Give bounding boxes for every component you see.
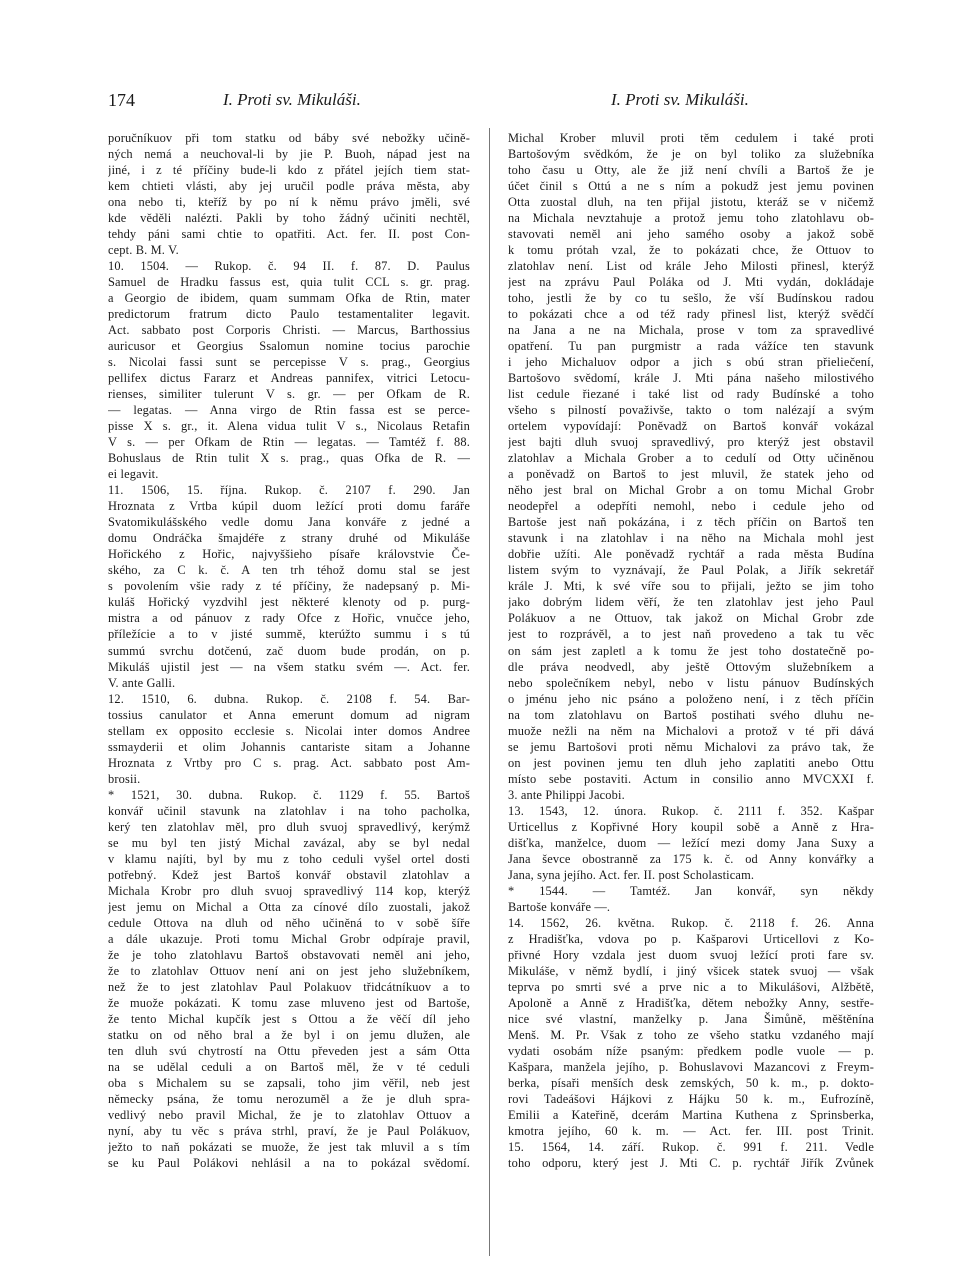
text-line: toho, jestli že by co tu sešlo, že vší Budínskou radou (508, 291, 874, 306)
text-column-right (508, 130, 874, 1171)
text-line: dišťka, manželce, duom — ležící mezi domy Jana Suxy a (508, 835, 874, 850)
text-line: zlatohlav a Michala Grober a to cedulí od Otty učiněnou (508, 451, 874, 466)
column-divider (489, 128, 490, 1256)
text-line: jest bajti dluh svuoj spravedlivý, pro kterýž jest obstavil (508, 435, 874, 450)
text-line: vydati osobám níže psaným: předkem podle vuole — p. (508, 1043, 874, 1058)
text-line: příležície a to v jisté summě, kterúžto summu i s tú (108, 627, 470, 642)
text-line: kerý ten zlatohlav měl, pro dluh svuoj spravedlivý, kerýmž (108, 819, 470, 834)
text-line: — legatas. — Anna virgo de Rtin fassa est se perce- (108, 403, 470, 418)
text-line: i jeho Michaluov odpor a jich s obú stran přieliečení, (508, 355, 874, 370)
text-line: Apoloně a Anně z Hradišťka, dětem nebožky Anny, sestře- (508, 995, 874, 1010)
text-line: z Hradišťka, vdova po p. Kašparovi Urticellovi z Ko- (508, 931, 874, 946)
text-line: německy psána, že tomu nerozuměl a že je dluh spra- (108, 1091, 470, 1106)
text-line: Bartoše konváře —. (508, 899, 611, 914)
text-line: Otta zuostal dluh, na ten přijal jistotu, kteráž se v ničemž (508, 195, 874, 210)
page-number: 174 (108, 90, 135, 110)
text-line: Kašpara, manžela jejího, p. Bohuslavovi Mazancovi z Freym- (508, 1059, 874, 1074)
text-line: krále J. Mti, k své víře sou to přijali, ježto se jim toho (508, 579, 874, 594)
text-line: stellam ex opposito ecclesie s. Nicolai inter domos Andree (108, 723, 470, 738)
text-line: potřebný. Kdež jest Bartoš konvář obstavil zlatohlav a (108, 867, 470, 882)
text-line: pisse X s. gr., it. Alena vidua tulit V s., Nicolaus Retafin (108, 419, 470, 434)
text-line: ssmayderii et olim Johannis cantariste sitam a Johanne (108, 739, 470, 754)
text-line: Michal Krober mluvil proti těm cedulem i také proti (508, 131, 874, 145)
text-line: a Georgio de ibidem, quam summam Ofka de Rtin, mater (108, 291, 470, 306)
text-line: 12. 1510, 6. dubna. Rukop. č. 2108 f. 54. Bar- (108, 691, 470, 706)
text-line: Hroznata z Vrtby pro C s. prag. Act. sabbato post Am- (108, 755, 470, 770)
text-line: domu Ondráčka šmajdéře z strany druhé od Mikuláše (108, 531, 470, 546)
text-line: konvář učinil stavunk na zlatohlav i na toho pacholka, (108, 803, 470, 818)
text-line: * 1521, 30. dubna. Rukop. č. 1129 f. 55. Bartoš (108, 787, 470, 802)
text-line: ných nemá a neuchoval-li by jie P. Buoh, nápad jest na (108, 147, 470, 162)
text-line: že to zlatohlav Ottuov není ani on jest jeho služebníkem, (108, 963, 470, 978)
text-line: tossius canulator et Anna emerunt domum ad nigram (108, 707, 470, 722)
text-line: vedlivý nebo pravil Michal, že je to zlatohlav Ottuov a (108, 1107, 470, 1122)
text-line: summú svrchu dotčenú, zač duom bude prodán, on p. (108, 643, 470, 658)
text-line: Bartošovým svědkóm, že je on byl toliko za služebníka (508, 147, 874, 162)
text-line: ten dluh svú chytrostí na Ottu převeden jest a sám Otta (108, 1043, 470, 1058)
text-line: oba s Michalem su se zapsali, toho jim věřil, neb jest (108, 1075, 470, 1090)
text-line: přivné Hory vzdala jest duom svuoj ležící proti fare sv. (508, 947, 874, 962)
text-line: a poněvadž on Bartoš to jest mluvil, že statek jeho od (508, 467, 874, 482)
text-line: se mu byl ten jistý Michal zavázal, aby se byl nedal (108, 835, 470, 850)
text-line: Bartoše jest naň pokázána, i z těch příčin on Bartoš ten (508, 515, 874, 530)
text-line: 13. 1543, 12. února. Rukop. č. 2111 f. 352. Kašpar (508, 803, 874, 818)
text-line: kuláš Hořický vyzdvihl jest některé klenoty od p. purg- (108, 595, 470, 610)
text-line: predictorum fratrum dicto Paulo testamentaliter legavit. (108, 307, 470, 322)
text-line: Polákuov a ne Ottuov, tak jakož on Michal Grobr zde (508, 611, 874, 626)
text-line: nebo společníkem nebyl, nebo v listu pánuov Budínských (508, 675, 874, 690)
text-line: 15. 1564, 14. září. Rukop. č. 991 f. 211. Vedle (508, 1139, 874, 1154)
text-line: Urticellus z Kopřivné Hory koupil sobě a Anně z Hra- (508, 819, 874, 834)
text-line: na Jana a ne na Michala, prose v tom za spravedlivé (508, 323, 874, 338)
text-line: berka, písaři menších desk zemských, 50 k. m., p. dokto- (508, 1075, 874, 1090)
text-line: se jemu Bartošovi proti němu Michalovi za právo tak, že (508, 739, 874, 754)
text-line: Jana ševce obostranně za 175 k. č. od Anny konvářky a (508, 851, 874, 866)
text-line: teprva po smrti své a prve nic a to Mikulášovi, Alžbětě, (508, 979, 874, 994)
text-line: 14. 1562, 26. května. Rukop. č. 2118 f. 26. Anna (508, 915, 874, 930)
text-line: stavovati neměl ani jeho samého osoby a jakož sobě (508, 227, 874, 242)
text-line: ei legavit. (108, 467, 159, 482)
text-line: s povolením všie rady z té příčiny, že nadepsaný p. Mi- (108, 579, 470, 594)
text-line: Mikuláš ujistil jest — na všem statku svém —. Act. fer. (108, 659, 470, 674)
text-line: k tomu prótah vzal, že to pokázati chce, že Ottuov to (508, 243, 874, 258)
text-line: nyní, aby tu věc s práva strhl, praví, že je Paul Polákuov, (108, 1123, 470, 1138)
text-line: Hořického z Hořic, najvyššieho písaře královstvie Če- (108, 547, 470, 562)
text-line: 11. 1506, 15. října. Rukop. č. 2107 f. 290. Jan (108, 483, 470, 498)
text-line: toho času u Otty, ale že již není chvíli a Bartoš že je (508, 163, 874, 178)
text-line: Act. sabbato post Corporis Christi. — Marcus, Barthossius (108, 323, 470, 338)
text-line: o jménu jeho nic psáno a položeno není, i z těch příčin (508, 691, 874, 706)
text-line: opatření. Tu pan purgmistr a rada vážíce ten stavunk (508, 339, 874, 354)
text-line: jest na zprávu Paul Poláka od J. Mti vydán, dokládaje (508, 275, 874, 290)
text-line: muože nežli na něm na Michalovi a protož v té při dává (508, 723, 874, 738)
text-line: dle práva neodvedl, aby ještě Ottovým služebníkem a (508, 659, 874, 674)
running-title-left: I. Proti sv. Mikuláši. (223, 90, 361, 109)
text-line: cept. B. M. V. (108, 243, 179, 258)
text-line: Bohuslaus de Rtin tulit X s. prag., quas Ofka de R. — (108, 451, 470, 466)
text-line: V. ante Galli. (108, 675, 176, 690)
text-line: kmotra jejího, 60 k. m. — Act. fer. III. post Trinit. (508, 1123, 874, 1138)
text-line: místo sebe postaviti. Actum in consilio anno MVCXXI f. (508, 771, 874, 786)
text-line: jiné, i z té příčiny bude-li kdo z přátel jejích tiem stat- (108, 163, 470, 178)
text-line: statku on od něho bral a že byl i on jemu dlužen, ale (108, 1027, 470, 1042)
text-line: * 1544. — Tamtéž. Jan konvář, syn někdy (508, 883, 874, 898)
text-line: že je toho zlatohlavu Bartoš obstavovati neměl ani jeho, (108, 947, 470, 962)
page-header (108, 90, 854, 114)
text-line: brosii. (108, 771, 141, 786)
text-line: toho odporu, který jest J. Mti C. p. rychtář Jiřík Zvůnek (508, 1156, 874, 1170)
text-line: Menš. M. Pr. Však z toho ze všeho statku vzdaného mají (508, 1027, 874, 1042)
text-line: tehdy páni sami chtie to opatřiti. Act. fer. II. post Con- (108, 227, 470, 242)
text-line: poručníkuov při tom statku od báby své nebožky učině- (108, 131, 470, 145)
text-line: nice své vlastní, manželky p. Jana Šimůně, měštěnína (508, 1011, 874, 1026)
text-line: Hroznata z Vrtba kúpil duom ležící proti domu faráře (108, 499, 470, 514)
text-line: mistra a od pánuov z rady Ofce z Hořic, vnučce jeho, (108, 611, 470, 626)
text-line: se ku Paul Polákovi nehlásil a na to pokázal svědomí. (108, 1156, 470, 1170)
text-line: s. Nicolai fassi sunt se percepisse V s. prag., Georgius (108, 355, 470, 370)
text-line: neodepřel a odepříti nemohl, nebo i cedule jeho od (508, 499, 874, 514)
text-line: rienses, similiter tulerunt V s. gr. — per Ofkam de R. (108, 387, 470, 402)
text-line: ona nebo ti, kteříž by po ní k němu právo jměli, své (108, 195, 470, 210)
text-line: jest to rozprávěl, a to jest naň provedeno a tak tu věc (508, 627, 874, 642)
running-title-right: I. Proti sv. Mikuláši. (611, 90, 749, 109)
text-line: Svatomikulášského vedle domu Jana konváře z jedné a (108, 515, 470, 530)
text-line: rovi Tadeášovi Hájkovi z Hájku 50 k. m., Eufrozíně, (508, 1091, 874, 1106)
text-line: on jest povinen jemu ten dluh jeho zaplatiti anebo Ottu (508, 755, 874, 770)
text-line: Michala Krobr pro dluh svuoj spravedlivý 114 kop, kterýž (108, 883, 470, 898)
text-line: Mikuláše, v němž bydlí, i jiný všicek statek svuoj — však (508, 963, 874, 978)
text-line: v klamu najíti, byl by mu z toho ceduli vyšel ortel dosti (108, 851, 470, 866)
text-line: něho jest bral on Michal Grobr a on tomu Michal Grobr (508, 483, 874, 498)
text-line: na se udělal ceduli a on Bartoš měl, že v té ceduli (108, 1059, 470, 1074)
text-line: ježto to naň pokázati se muože, že jest tak mluvil a s tím (108, 1139, 470, 1154)
text-line: 10. 1504. — Rukop. č. 94 II. f. 87. D. Paulus (108, 259, 470, 274)
text-line: Emilii a Kateřině, dcerám Martina Kuthena z Sprinsberka, (508, 1107, 874, 1122)
text-line: kde věděli nalézti. Pakli by toho žádný učiniti nechtěl, (108, 211, 470, 226)
text-line: auricusor et Georgius Ssalomun nomine tocius parochie (108, 339, 470, 354)
text-line: Bartošovo svědomí, krále J. Mti pána našeho milostivého (508, 371, 874, 386)
text-line: on sám jest zapletl a k tomu že jest toho dostatečně po- (508, 643, 874, 658)
text-line: ského, za C k. č. A ten trh téhož domu stal se jest (108, 563, 470, 578)
text-line: pellifex dictus Fararz et Andreas pannifex, vitrici Letocu- (108, 371, 470, 386)
text-column-left (108, 130, 470, 1171)
text-line: na Michala nevztahuje a protož jemu toho zlatohlavu ob- (508, 211, 874, 226)
text-line: že muože pokázati. K tomu zase mluveno jest od Bartoše, (108, 995, 470, 1010)
text-line: Jana, syna jejího. Act. fer. II. post Scholasticam. (508, 867, 755, 882)
text-line: kem chtieti vlásti, aby jej uručil podle práva města, aby (108, 179, 470, 194)
text-line: to pokázati chce a od též rady přinesl list, kterýž svědčí (508, 307, 874, 322)
text-line: že tento Michal kupčík jest s Ottou a že věčí díl jeho (108, 1011, 470, 1026)
text-line: všeho s pilností považivše, takto o tom nalézají a svým (508, 403, 874, 418)
text-line: dobřie užíti. Ale poněvadž rychtář a rada města Budína (508, 547, 874, 562)
text-line: list cedule řiezané i také list od rady Budínské a toho (508, 387, 874, 402)
text-line: jako dobrým lidem věří, že ten zlatohlav jest jeho Paul (508, 595, 874, 610)
text-line: cedule Ottova na dluh od něho učiněná to v sobě šíře (108, 915, 470, 930)
text-line: zlatohlav není. List od krále Jeho Milosti přinesl, kterýž (508, 259, 874, 274)
text-line: listem svým to vyznávají, že Paul Polak, a Jiřík sekretář (508, 563, 874, 578)
text-line: účet činil s Ottú a ne s ním a pokudž jest jemu povinen (508, 179, 874, 194)
text-line: na tom zlatohlavu on Bartoš postihati svého dluhu ne- (508, 707, 874, 722)
text-line: než že to jest zlatohlav Paul Polakuov třidcátníkuov a to (108, 979, 470, 994)
text-line: Samuel de Hradku fassus est, quia tulit CCL s. gr. prag. (108, 275, 470, 290)
text-line: V s. — per Ofkam de Rtin — legatas. — Tamtéž f. 88. (108, 435, 470, 450)
text-line: a dále ukazuje. Proti tomu Michal Grobr odpíraje pravil, (108, 931, 470, 946)
text-line: 3. ante Philippi Jacobi. (508, 787, 625, 802)
text-line: stavunk i na zlatohlav i na něho na Michala mohl jest (508, 531, 874, 546)
text-line: ortelem vypovídají: Poněvadž on Bartoš konvář vokázal (508, 419, 874, 434)
text-line: jest jemu on Michal a Otta za cínové dílo zuostali, jakož (108, 899, 470, 914)
